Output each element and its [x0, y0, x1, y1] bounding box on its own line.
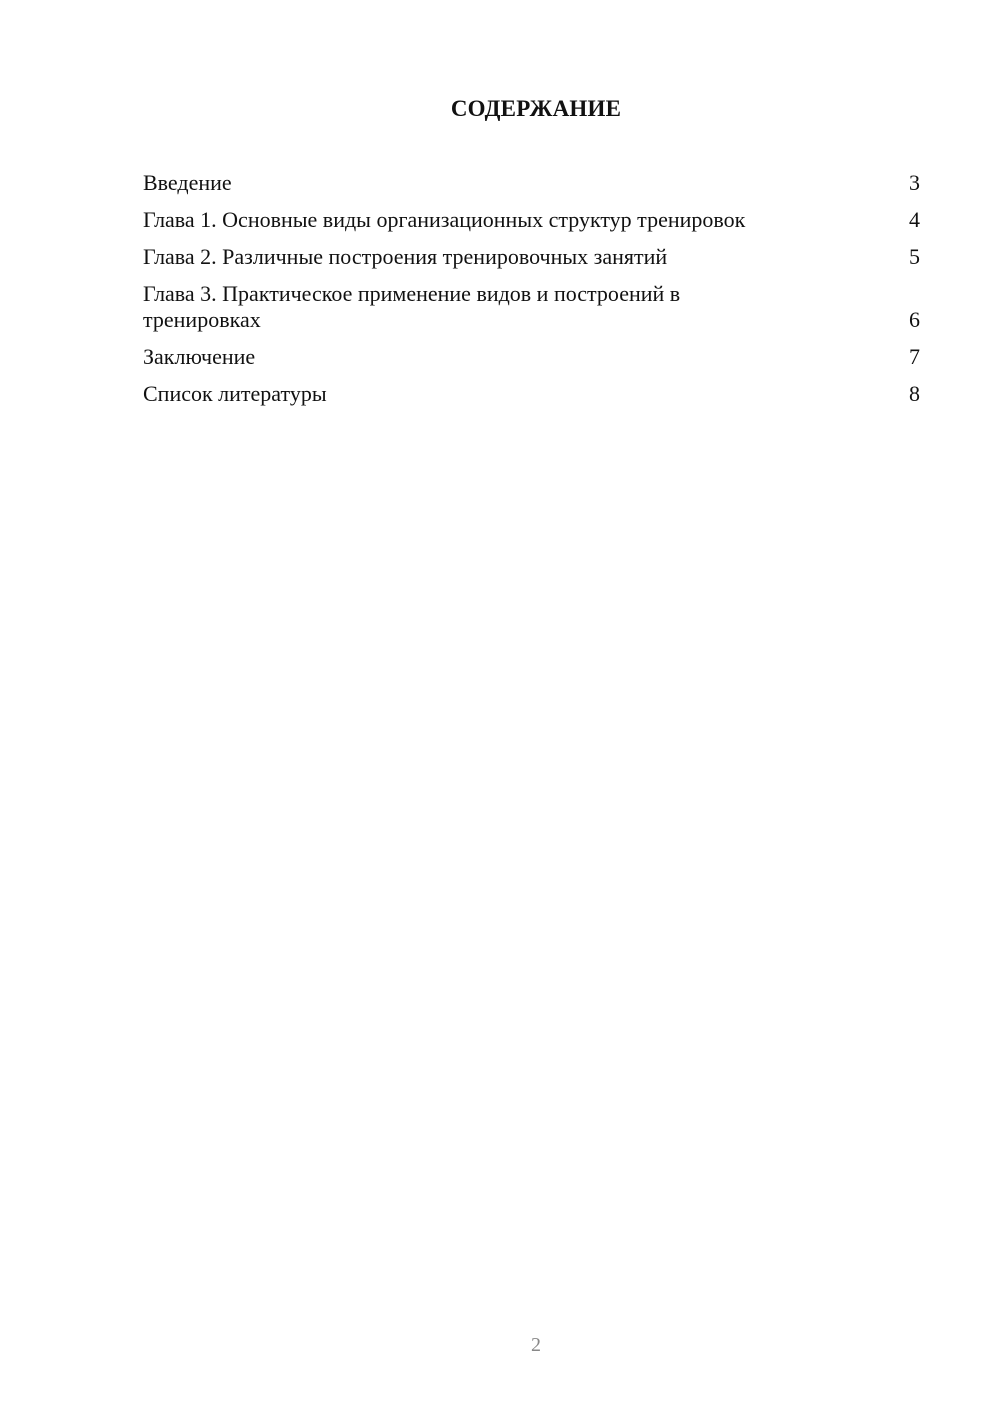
toc-entry-text: Список литературы — [143, 381, 327, 406]
page-number: 2 — [531, 1334, 541, 1356]
toc-entry-chapter-3 — [143, 281, 920, 333]
toc-entry-text: Глава 3. Практическое применение видов и построений в тренировках — [143, 281, 681, 332]
toc-entry-page: 4 — [909, 207, 920, 232]
toc-entry-text: Введение — [143, 170, 232, 195]
toc-entry-page: 6 — [909, 307, 920, 332]
toc-entry-references — [143, 381, 920, 407]
page-title: СОДЕРЖАНИЕ — [450, 96, 622, 121]
toc-entry-chapter-1 — [143, 207, 920, 233]
toc-entry-text: Глава 1. Основные виды организационных структур тренировок — [143, 207, 746, 232]
toc-entry-page: 8 — [909, 381, 920, 406]
toc-entry-conclusion — [143, 344, 920, 370]
toc-entry-introduction — [143, 170, 920, 196]
toc-entry-chapter-2 — [143, 244, 920, 270]
toc-entry-page: 5 — [909, 244, 920, 269]
table-of-contents — [143, 170, 920, 418]
toc-entry-page: 7 — [909, 344, 920, 369]
toc-entry-text: Глава 2. Различные построения тренировочных занятий — [143, 244, 668, 269]
toc-entry-text: Заключение — [143, 344, 256, 369]
toc-entry-page: 3 — [909, 170, 920, 195]
